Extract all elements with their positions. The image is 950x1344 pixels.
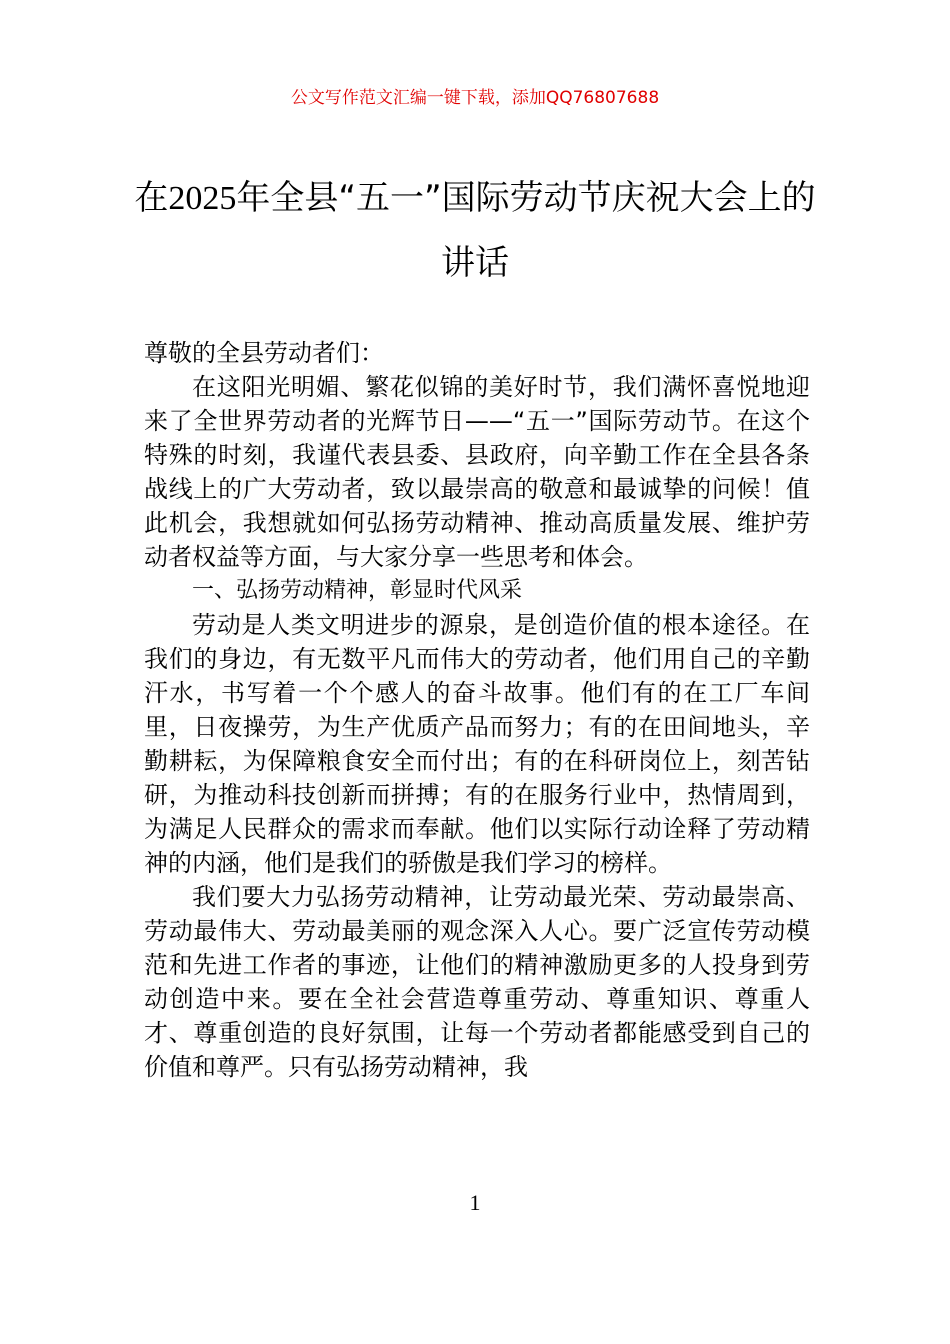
paragraph-intro: 在这阳光明媚、繁花似锦的美好时节，我们满怀喜悦地迎来了全世界劳动者的光辉节日——“五一”国际劳动节。在这个特殊的时刻，我谨代表县委、县政府，向辛勤工作在全县各条战线上的广大劳动者，致以最崇高的敬意和最诚挚的问候！值此机会，我想就如何弘扬劳动精神、推动高质量发展、维护劳动者权益等方面，与大家分享一些思考和体会。 [144,373,810,571]
paragraph-promote-spirit: 我们要大力弘扬劳动精神，让劳动最光荣、劳动最崇高、劳动最伟大、劳动最美丽的观念深入人心。要广泛宣传劳动模范和先进工作者的事迹，让他们的精神激励更多的人投身到劳动创造中来。要在全社会营造尊重劳动、尊重知识、尊重人才、尊重创造的良好氛围，让每一个劳动者都能感受到自己的价值和尊严。只有弘扬劳动精神，我 [144,883,810,1081]
section-heading-1: 一、弘扬劳动精神，彰显时代风采 [192,578,523,603]
document-body [144,336,810,1084]
title-part-2: 年全县“五一”国际劳动节庆祝大会上的讲话 [236,178,816,283]
salutation: 尊敬的全县劳动者们： [144,339,384,367]
paragraph-labor-source: 劳动是人类文明进步的源泉，是创造价值的根本途径。在我们的身边，有无数平凡而伟大的劳动者，他们用自己的辛勤汗水，书写着一个个感人的奋斗故事。他们有的在工厂车间里，日夜操劳，为生产优质产品而努力；有的在田间地头，辛勤耕耘，为保障粮食安全而付出；有的在科研岗位上，刻苦钻研，为推动科技创新而拼搏；有的在服务行业中，热情周到，为满足人民群众的需求而奉献。他们以实际行动诠释了劳动精神的内涵，他们是我们的骄傲是我们学习的榜样。 [144,611,810,877]
header-download-note: 公文写作范文汇编一键下载，添加QQ76807688 [290,88,660,108]
title-year: 2025 [168,180,237,217]
page-number: 1 [469,1190,481,1215]
title-part-1: 在 [134,178,169,218]
document-title [120,166,830,295]
